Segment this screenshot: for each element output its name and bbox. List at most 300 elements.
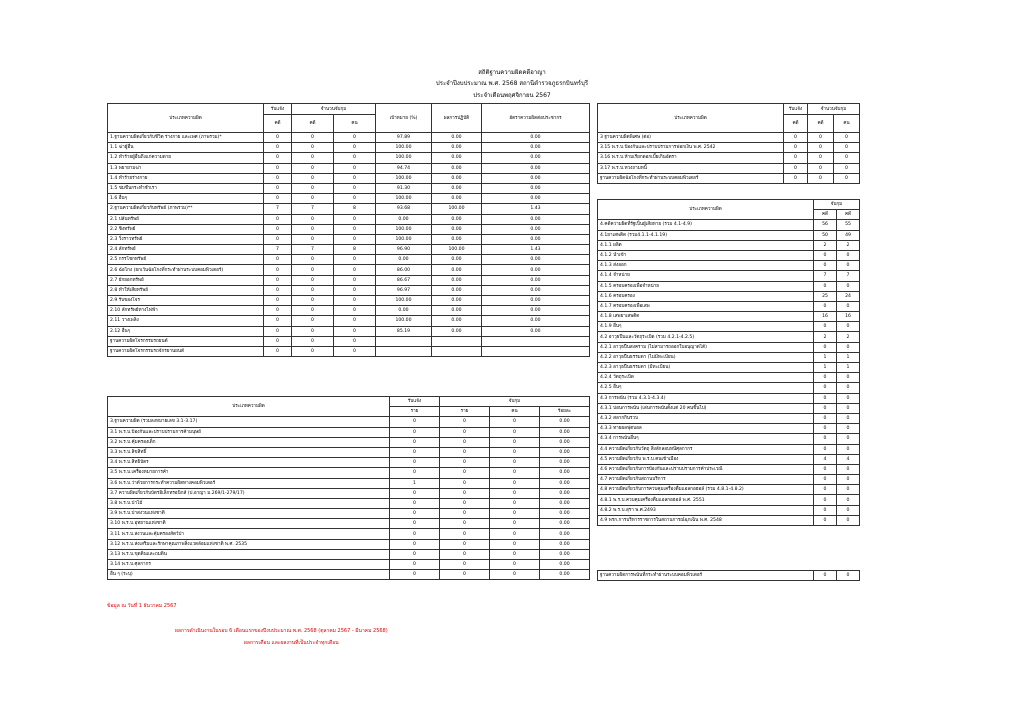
crime-type-cell: 2.9 รับของโจร	[108, 296, 264, 306]
table-row	[108, 498, 590, 508]
table-row	[598, 495, 860, 505]
table-row	[598, 413, 860, 423]
value-cell: 0	[814, 281, 837, 291]
value-cell: 0	[837, 383, 860, 393]
value-cell: 0	[837, 515, 860, 525]
crime-type-cell: 4.คดีความผิดที่รัฐเป็นผู้เสียหาย (รวม 4.1-4.9)	[598, 220, 814, 230]
value-cell: 85.19	[376, 326, 432, 336]
value-cell: 0.00	[482, 296, 590, 306]
value-cell: 0	[490, 509, 540, 519]
crime-type-cell: 4.4 ความผิดเกี่ยวกับวัตถุ สิ่งลักลอบหนีศุลกากร	[598, 444, 814, 454]
value-cell: 0.00	[482, 183, 590, 193]
value-cell: 0	[784, 173, 808, 183]
value-cell: 0.00	[482, 306, 590, 316]
value-cell: 0	[264, 234, 292, 244]
value-cell: 0	[264, 183, 292, 193]
table-row	[598, 261, 860, 271]
value-cell: 0	[490, 529, 540, 539]
value-cell: 0.00	[432, 326, 482, 336]
col-header-arrest: จับกุม	[814, 200, 860, 210]
value-cell: 1	[814, 352, 837, 362]
value-cell: 0	[837, 413, 860, 423]
value-cell: 0	[814, 403, 837, 413]
crime-type-cell: 4.1.9 อื่นๆ	[598, 322, 814, 332]
crime-type-cell: ฐานความผิดการพนันที่กระทำผ่านระบบคอมพิวเตอร์	[598, 571, 814, 581]
table-row	[108, 437, 590, 447]
value-cell: 0	[390, 560, 440, 570]
value-cell: 0	[440, 509, 490, 519]
value-cell: 0	[390, 519, 440, 529]
table-row	[598, 464, 860, 474]
value-cell: 0	[334, 183, 376, 193]
value-cell: 0	[264, 346, 292, 356]
value-cell	[376, 346, 432, 356]
value-cell: 0.00	[432, 153, 482, 163]
table-row	[598, 403, 860, 413]
crime-type-cell: 4.1.8 เสพยาเสพติด	[598, 312, 814, 322]
crime-type-cell: 4.1.1 ผลิต	[598, 240, 814, 250]
value-cell: 0	[837, 373, 860, 383]
value-cell: 0	[440, 519, 490, 529]
value-cell: 100.00	[376, 296, 432, 306]
table-row	[108, 163, 590, 173]
value-cell: 0	[814, 515, 837, 525]
value-cell: 0.00	[432, 265, 482, 275]
table-row	[598, 281, 860, 291]
table-row	[598, 133, 860, 143]
value-cell: 1	[837, 352, 860, 362]
table-row	[108, 296, 590, 306]
table-row	[598, 475, 860, 485]
value-cell: 0	[814, 505, 837, 515]
value-cell: 97.89	[376, 133, 432, 143]
value-cell: 0.00	[482, 173, 590, 183]
value-cell: 0.00	[432, 194, 482, 204]
crime-type-cell: ฐานความผิดโจรกรรมรถจักรยานยนต์	[108, 346, 264, 356]
value-cell: 0.00	[482, 234, 590, 244]
report-title-2: ประจำปีงบประมาณ พ.ศ. 2568 สถานีตำรวจภูธรกบินทร์บุรี	[435, 80, 589, 87]
value-cell: 0	[837, 485, 860, 495]
value-cell: 0	[334, 346, 376, 356]
value-cell: 0	[264, 296, 292, 306]
table-row	[108, 153, 590, 163]
crime-type-cell: 4.3.1 บ่อนการพนัน (เล่นการพนันตั้งแต่ 20 คนขึ้นไป)	[598, 403, 814, 413]
table-row	[108, 173, 590, 183]
table-row	[598, 322, 860, 332]
value-cell: 0	[390, 447, 440, 457]
value-cell: 100.00	[376, 173, 432, 183]
value-cell: 0	[334, 163, 376, 173]
crime-type-cell: 4.5 ความผิดเกี่ยวกับ พ.ร.บ.คนเข้าเมือง	[598, 454, 814, 464]
crime-type-cell: ฐานความผิดฉ้อโกงที่กระทำผ่านระบบคอมพิวเตอร์	[598, 173, 784, 183]
crime-type-cell: อื่น ๆ (ระบุ)	[108, 570, 390, 580]
value-cell: 100.00	[376, 143, 432, 153]
crime-type-cell: 3.14 พ.ร.บ.ศุลกากร	[108, 560, 390, 570]
value-cell: 1.43	[482, 204, 590, 214]
value-cell: 0	[334, 296, 376, 306]
value-cell: 0	[784, 163, 808, 173]
value-cell: 0	[834, 153, 860, 163]
col-header-received: รับแจ้ง	[390, 397, 440, 407]
value-cell: 0	[808, 153, 834, 163]
table-row	[108, 468, 590, 478]
value-cell: 0	[390, 529, 440, 539]
crime-type-cell: 2.4 ลักทรัพย์	[108, 245, 264, 255]
value-cell: 0	[292, 133, 334, 143]
table-row	[108, 234, 590, 244]
crime-type-cell: 4.3.4 การพนันอื่นๆ	[598, 434, 814, 444]
value-cell: 100.00	[432, 245, 482, 255]
value-cell: 0	[814, 383, 837, 393]
crime-type-cell: 3.6 พ.ร.บ.ว่าด้วยการกระทำความผิดทางคอมพิวเตอร์	[108, 478, 390, 488]
value-cell: 0	[334, 336, 376, 346]
value-cell: 0	[334, 316, 376, 326]
value-cell: 0	[440, 478, 490, 488]
crime-type-cell: 4.1.3 ส่งออก	[598, 261, 814, 271]
value-cell: 96.97	[376, 285, 432, 295]
value-cell: 100.00	[376, 234, 432, 244]
value-cell: 0.00	[482, 265, 590, 275]
crime-type-cell: 1.ฐานความผิดเกี่ยวกับชีวิต ร่างกาย และเพศ (ภาพรวม)*	[108, 133, 264, 143]
table-row	[598, 240, 860, 250]
crime-type-cell: 3.4 พ.ร.บ.สิทธิบัตร	[108, 458, 390, 468]
value-cell: 7	[292, 245, 334, 255]
value-cell: 0	[292, 275, 334, 285]
value-cell: 0	[292, 194, 334, 204]
crime-type-cell: 4.2.2 อาวุธปืนธรรมดา (ไม่มีทะเบียน)	[598, 352, 814, 362]
crime-type-cell: 4.1.6 ครอบครอง	[598, 291, 814, 301]
value-cell: 0	[334, 306, 376, 316]
table-row	[108, 255, 590, 265]
crime-type-cell: 2.7 ยักยอกทรัพย์	[108, 275, 264, 285]
table-row	[108, 265, 590, 275]
table-row	[108, 336, 590, 346]
value-cell: 0	[814, 464, 837, 474]
value-cell: 0	[292, 173, 334, 183]
table-row	[598, 173, 860, 183]
value-cell: 0	[808, 163, 834, 173]
value-cell: 0.00	[482, 285, 590, 295]
value-cell: 0	[440, 427, 490, 437]
value-cell: 0.00	[432, 255, 482, 265]
value-cell: 0.00	[432, 316, 482, 326]
value-cell: 0.00	[540, 498, 590, 508]
table-row	[598, 163, 860, 173]
crime-type-cell: 3.2 พ.ร.บ.คุ้มครองเด็ก	[108, 437, 390, 447]
value-cell: 0	[390, 417, 440, 427]
value-cell: 0	[490, 437, 540, 447]
value-cell: 0.00	[540, 478, 590, 488]
crime-type-cell: 3.12 พ.ร.บ.ส่งเสริมและรักษาคุณภาพสิ่งแวดล้อมแห่งชาติ พ.ศ. 2535	[108, 539, 390, 549]
table-row	[108, 529, 590, 539]
crime-stats-table-4	[597, 199, 860, 526]
col-header-received: รับแจ้ง	[784, 104, 808, 115]
crime-type-cell: 2.11 วางเพลิง	[108, 316, 264, 326]
crime-type-cell: 1.2 ทำร้ายผู้อื่นถึงแก่ความตาย	[108, 153, 264, 163]
value-cell: 0.00	[540, 519, 590, 529]
value-cell: 0.00	[482, 326, 590, 336]
value-cell: 0	[837, 424, 860, 434]
value-cell: 0	[834, 143, 860, 153]
value-cell: 0	[292, 316, 334, 326]
value-cell: 0.00	[540, 509, 590, 519]
col-header-case: คดี	[784, 115, 808, 133]
table-row	[598, 393, 860, 403]
col-header-case: คดี	[837, 210, 860, 220]
crime-type-cell: 4.3.3 ทายผลฟุตบอล	[598, 424, 814, 434]
table-row	[108, 549, 590, 559]
value-cell: 0	[834, 173, 860, 183]
value-cell: 2	[837, 240, 860, 250]
value-cell: 0	[292, 143, 334, 153]
col-header-result: ผลการปฏิบัติ	[432, 104, 482, 133]
table-row	[598, 220, 860, 230]
value-cell: 0	[490, 427, 540, 437]
value-cell: 0	[334, 326, 376, 336]
crime-type-cell: 2.ฐานความผิดเกี่ยวกับทรัพย์ (ภาพรวม)**	[108, 204, 264, 214]
value-cell: 0	[264, 143, 292, 153]
value-cell: 0	[490, 570, 540, 580]
value-cell: 0	[490, 549, 540, 559]
value-cell: 0	[490, 498, 540, 508]
value-cell: 0	[440, 417, 490, 427]
value-cell: 7	[814, 271, 837, 281]
value-cell: 0	[390, 570, 440, 580]
value-cell: 0	[390, 549, 440, 559]
crime-type-cell: 3.10 พ.ร.บ.อุทยานแห่งชาติ	[108, 519, 390, 529]
value-cell: 0	[292, 346, 334, 356]
value-cell: 0	[814, 485, 837, 495]
crime-type-cell: 3.17 พ.ร.บ.ทวงถามหนี้	[598, 163, 784, 173]
value-cell: 0	[440, 529, 490, 539]
value-cell: 94.74	[376, 163, 432, 173]
value-cell: 0	[264, 173, 292, 183]
value-cell: 0	[440, 498, 490, 508]
crime-type-cell: 3.3 พ.ร.บ.ลิขสิทธิ์	[108, 447, 390, 457]
value-cell: 49	[837, 230, 860, 240]
crime-type-cell: 4.9 พรก.การบริหารราชการในสถานการณ์ฉุกเฉิน พ.ศ. 2548	[598, 515, 814, 525]
crime-type-cell: 2.10 ลักทรัพย์ทางไฟฟ้า	[108, 306, 264, 316]
value-cell: 0	[264, 224, 292, 234]
value-cell: 0	[814, 250, 837, 260]
col-header-person: คน	[334, 115, 376, 133]
value-cell: 0.00	[540, 529, 590, 539]
value-cell: 0	[264, 133, 292, 143]
value-cell: 0	[814, 373, 837, 383]
value-cell: 0	[837, 571, 860, 581]
table-row	[598, 291, 860, 301]
col-header-arrest: จับกุม	[440, 397, 590, 407]
value-cell: 0	[440, 539, 490, 549]
table-row	[108, 519, 590, 529]
value-cell: 1.43	[482, 245, 590, 255]
table-row	[108, 560, 590, 570]
crime-type-cell: 3.ฐานความผิด (รวมลงหมายเลข 3.1-3.17)	[108, 417, 390, 427]
value-cell	[482, 336, 590, 346]
value-cell: 0	[440, 437, 490, 447]
value-cell: 1	[837, 363, 860, 373]
table-row	[598, 505, 860, 515]
value-cell: 0.00	[540, 560, 590, 570]
crime-type-cell: 4.8 ความผิดเกี่ยวกับการควบคุมเครื่องดื่มแอลกอฮอล์ (รวม 4.8.1-4.8.2)	[598, 485, 814, 495]
table-row	[598, 342, 860, 352]
table-row	[108, 316, 590, 326]
value-cell: 0	[390, 539, 440, 549]
table-row	[108, 133, 590, 143]
value-cell: 0.00	[482, 194, 590, 204]
crime-type-cell: 2.6 ฉ้อโกง (ยกเว้นฉ้อโกงที่กระทำผ่านระบบคอมพิวเตอร์)	[108, 265, 264, 275]
value-cell: 0	[490, 468, 540, 478]
footer-note-1: ผลการดำเนินงานในรอบ 6 เดือนแรกของปีงบประมาณ พ.ศ. 2568 (ตุลาคม 2567 - มีนาคม 2568)	[175, 628, 388, 634]
value-cell: 0	[834, 163, 860, 173]
crime-type-cell: 4.1.5 ครอบครองเพื่อจำหน่าย	[598, 281, 814, 291]
crime-type-cell: 3.8 พ.ร.บ.ป่าไม้	[108, 498, 390, 508]
value-cell: 0	[264, 265, 292, 275]
table-row	[108, 509, 590, 519]
value-cell: 25	[814, 291, 837, 301]
table-row	[598, 143, 860, 153]
value-cell: 0.00	[482, 316, 590, 326]
value-cell: 0.00	[540, 437, 590, 447]
table-row	[598, 373, 860, 383]
value-cell: 0	[808, 133, 834, 143]
value-cell: 0.00	[482, 163, 590, 173]
value-cell: 0	[837, 403, 860, 413]
value-cell: 0	[837, 444, 860, 454]
value-cell: 4	[837, 454, 860, 464]
crime-type-cell: 4.1ยาเสพติด (รวม4.1.1-4.1.19)	[598, 230, 814, 240]
crime-type-cell: 2.12 อื่นๆ	[108, 326, 264, 336]
value-cell	[376, 336, 432, 346]
col-header-person: คน	[490, 407, 540, 417]
value-cell: 0	[808, 173, 834, 183]
table-row	[598, 230, 860, 240]
value-cell: 0	[292, 224, 334, 234]
value-cell: 0	[264, 285, 292, 295]
value-cell: 0.00	[540, 570, 590, 580]
value-cell: 56	[814, 220, 837, 230]
table-row	[108, 447, 590, 457]
table-row	[108, 204, 590, 214]
value-cell: 0.00	[540, 427, 590, 437]
value-cell: 0.00	[432, 296, 482, 306]
crime-type-cell: 4.7 ความผิดเกี่ยวกับสถานบริการ	[598, 475, 814, 485]
col-header-person: คน	[834, 115, 860, 133]
value-cell: 0	[264, 194, 292, 204]
crime-type-cell: 4.8.1 พ.ร.บ.ควบคุมเครื่องดื่มแอลกอฮอล์ พ.ศ. 2551	[598, 495, 814, 505]
value-cell	[432, 346, 482, 356]
crime-type-cell: 3.1 พ.ร.บ.ป้องกันและปราบปรามการค้ามนุษย์	[108, 427, 390, 437]
value-cell: 55	[837, 220, 860, 230]
crime-type-cell: 3.13 พ.ร.บ.ขุดดินและถมดิน	[108, 549, 390, 559]
value-cell: 0.00	[432, 133, 482, 143]
crime-type-cell: 4.6 ความผิดเกี่ยวกับการป้องกันและปราบปรามการค้าประเวณี	[598, 464, 814, 474]
value-cell: 0	[814, 475, 837, 485]
value-cell: 0	[814, 413, 837, 423]
value-cell: 0	[292, 296, 334, 306]
value-cell: 0.00	[540, 549, 590, 559]
crime-type-cell: 3.16 พ.ร.บ.ห้ามเรียกดอกเบี้ยเกินอัตรา	[598, 153, 784, 163]
value-cell: 0.00	[432, 306, 482, 316]
value-cell: 0	[334, 143, 376, 153]
value-cell: 0	[292, 255, 334, 265]
value-cell: 0	[264, 316, 292, 326]
table-row	[108, 417, 590, 427]
value-cell: 0	[837, 261, 860, 271]
col-header-arrest: จำนวนจับกุม	[808, 104, 860, 115]
crime-type-cell: 4.1.4 จำหน่าย	[598, 271, 814, 281]
col-header-case: คดี	[814, 210, 837, 220]
value-cell: 0.00	[432, 214, 482, 224]
value-cell: 0	[440, 549, 490, 559]
value-cell: 0	[390, 437, 440, 447]
table-row	[108, 478, 590, 488]
table-row	[108, 224, 590, 234]
crime-type-cell: 4.2.5 อื่นๆ	[598, 383, 814, 393]
value-cell: 0	[390, 427, 440, 437]
value-cell: 0	[837, 250, 860, 260]
table-row	[598, 383, 860, 393]
value-cell: 0.00	[540, 468, 590, 478]
value-cell: 0.00	[432, 183, 482, 193]
crime-type-cell: 4.3 การพนัน (รวม 4.3.1-4.3.4)	[598, 393, 814, 403]
value-cell: 0	[440, 488, 490, 498]
col-header-received: รับแจ้ง	[264, 104, 292, 115]
value-cell: 2	[814, 240, 837, 250]
table-row	[108, 570, 590, 580]
table-row	[598, 434, 860, 444]
value-cell: 0	[292, 153, 334, 163]
value-cell: 0	[490, 458, 540, 468]
table-row	[598, 153, 860, 163]
value-cell: 0	[808, 143, 834, 153]
value-cell: 0.00	[432, 275, 482, 285]
value-cell: 0	[837, 393, 860, 403]
value-cell: 0	[334, 234, 376, 244]
value-cell: 0	[264, 306, 292, 316]
table-row	[598, 363, 860, 373]
crime-type-cell: 4.3.2 สลากกินรวบ	[598, 413, 814, 423]
value-cell: 0	[264, 255, 292, 265]
col-header-crime-type: ประเภทความผิด	[598, 104, 784, 133]
value-cell: 0.00	[482, 153, 590, 163]
table-row	[598, 271, 860, 281]
value-cell: 0	[264, 336, 292, 346]
value-cell: 0.00	[432, 173, 482, 183]
value-cell: 0	[440, 468, 490, 478]
col-header-case-count: ราย	[440, 407, 490, 417]
value-cell: 0	[814, 301, 837, 311]
value-cell: 0	[814, 571, 837, 581]
table-row	[598, 571, 860, 581]
col-header-crime-type: ประเภทความผิด	[598, 200, 814, 220]
table-row	[108, 326, 590, 336]
value-cell: 0	[292, 234, 334, 244]
crime-type-cell: 4.1.7 ครอบครองเพื่อเสพ	[598, 301, 814, 311]
table-row	[598, 301, 860, 311]
value-cell: 0	[292, 336, 334, 346]
crime-type-cell: 2.3 วิ่งราวทรัพย์	[108, 234, 264, 244]
value-cell: 0	[814, 424, 837, 434]
table-row	[108, 488, 590, 498]
value-cell: 4	[814, 454, 837, 464]
value-cell: 0	[837, 301, 860, 311]
crime-type-cell: 4.8.2 พ.ร.บ.สุรา พ.ศ.2493	[598, 505, 814, 515]
value-cell: 0	[264, 275, 292, 285]
value-cell: 100.00	[376, 153, 432, 163]
col-header-case: คดี	[292, 115, 334, 133]
value-cell: 0	[264, 163, 292, 173]
